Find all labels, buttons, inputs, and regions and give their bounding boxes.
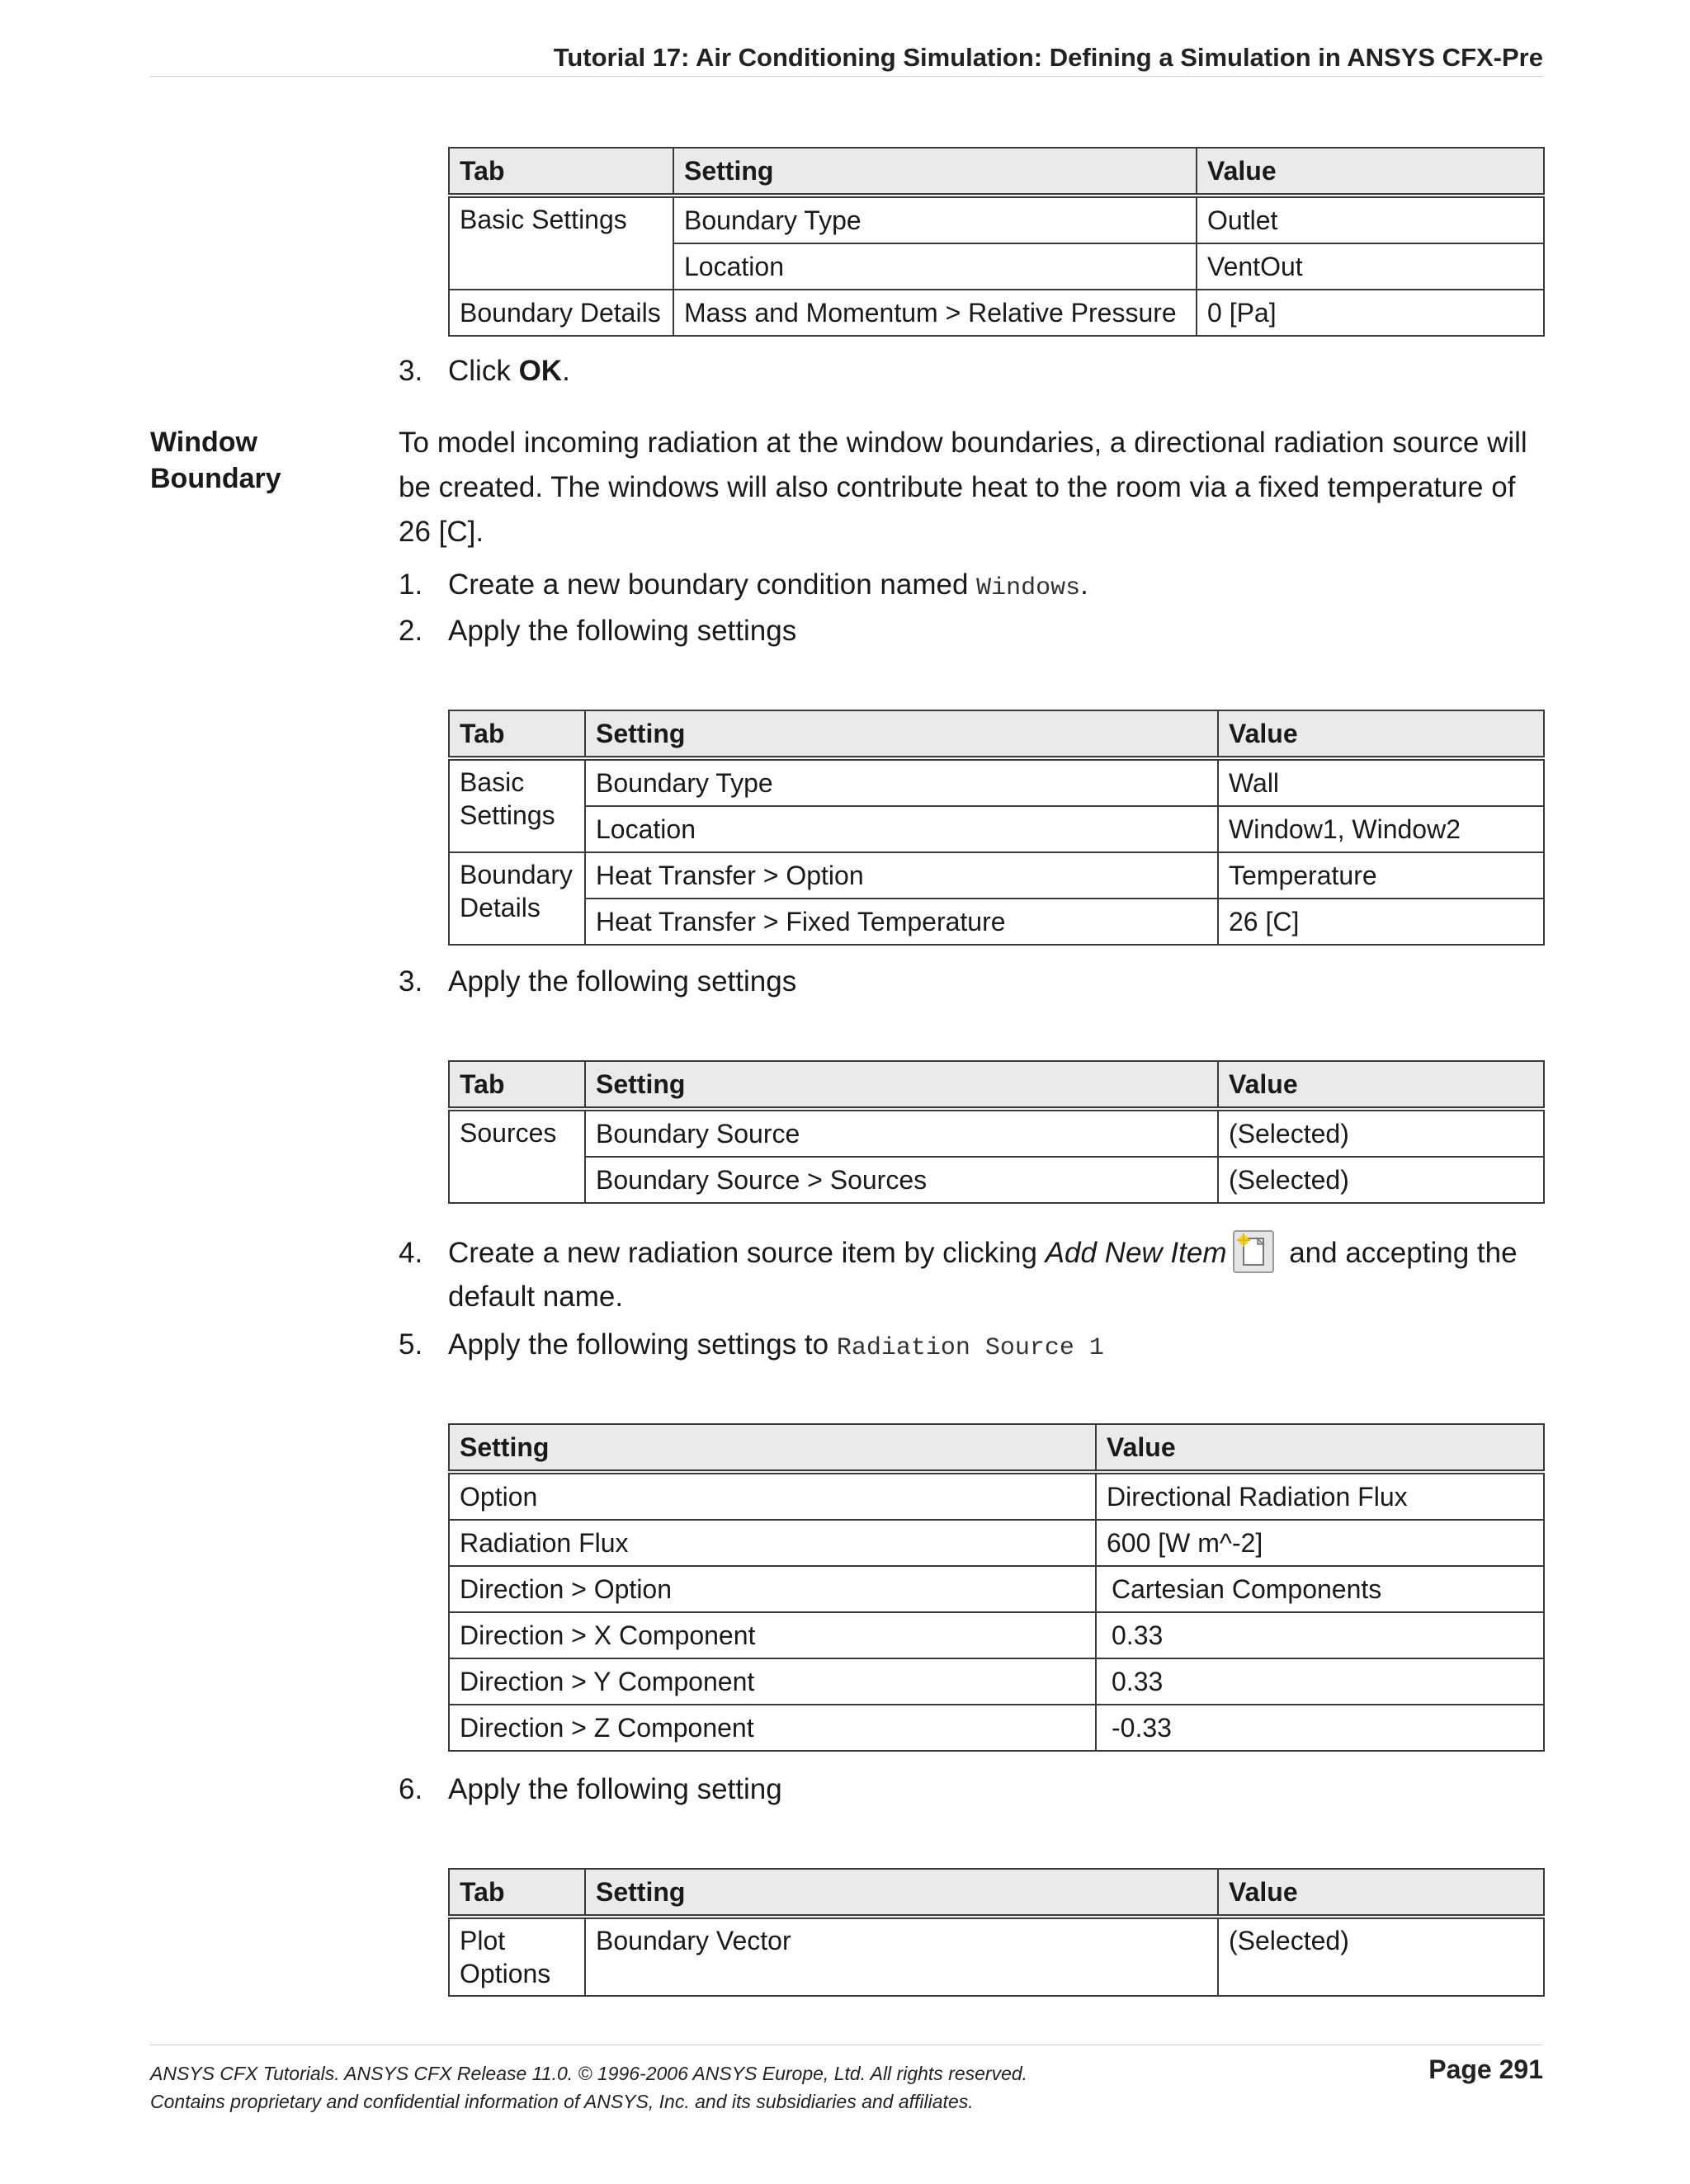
value-cell: Outlet (1197, 196, 1544, 243)
setting-cell: Radiation Flux (449, 1520, 1096, 1566)
setting-cell: Direction > X Component (449, 1612, 1096, 1658)
column-header-value: Value (1218, 710, 1544, 758)
section-intro: To model incoming radiation at the window boundaries, a directional radiation source will be created. The windows will also contribute heat to the room via a fixed temperature of 26 [C]. (399, 427, 1527, 548)
sources-settings-table (448, 1060, 1545, 1204)
setting-cell: Direction > Y Component (449, 1658, 1096, 1705)
value-cell: 26 [C] (1218, 899, 1544, 945)
setting-cell: Location (585, 806, 1218, 852)
setting-cell: Option (449, 1472, 1096, 1520)
column-header-tab: Tab (449, 1869, 585, 1917)
column-header-setting: Setting (585, 1061, 1218, 1109)
setting-cell: Boundary Source > Sources (585, 1157, 1218, 1203)
ok-label: OK (518, 355, 563, 387)
value-cell: VentOut (1197, 243, 1544, 290)
table-row (449, 1472, 1544, 1520)
column-header-tab: Tab (449, 710, 585, 758)
value-cell: (Selected) (1218, 1157, 1544, 1203)
table-row (449, 196, 1544, 243)
radiation-source-code: Radiation Source 1 (836, 1334, 1104, 1362)
tab-cell: Basic Settings (449, 196, 673, 290)
table-row (449, 1658, 1544, 1705)
tab-cell: Boundary Details (449, 852, 585, 945)
header-divider (150, 76, 1543, 77)
table-row (449, 1520, 1544, 1566)
wall-settings-table (448, 710, 1545, 946)
step-number: 1. (399, 568, 423, 601)
value-cell: Directional Radiation Flux (1096, 1472, 1544, 1520)
setting-cell: Mass and Momentum > Relative Pressure (673, 290, 1197, 336)
section-title-window-boundary: Window Boundary (150, 427, 281, 494)
setting-cell: Boundary Type (673, 196, 1197, 243)
setting-cell: Heat Transfer > Fixed Temperature (585, 899, 1218, 945)
step-number: 3. (399, 965, 423, 998)
value-cell: (Selected) (1218, 1109, 1544, 1157)
table-row (449, 806, 1544, 852)
column-header-setting: Setting (585, 710, 1218, 758)
value-cell: -0.33 (1096, 1705, 1544, 1751)
column-header-tab: Tab (449, 1061, 585, 1109)
column-header-setting: Setting (673, 148, 1197, 196)
tab-cell: Plot Options (449, 1917, 585, 1996)
table-row (449, 1917, 1544, 1996)
outlet-settings-table (448, 147, 1545, 337)
tab-cell: Sources (449, 1109, 585, 1203)
column-header-value: Value (1218, 1869, 1544, 1917)
step-number: 6. (399, 1773, 423, 1805)
column-header-value: Value (1096, 1424, 1544, 1472)
page-number: Page 291 (1428, 2054, 1543, 2084)
add-new-item-label: Add New Item (1045, 1237, 1227, 1269)
setting-cell: Location (673, 243, 1197, 290)
step-number: 2. (399, 615, 423, 647)
tab-cell: Basic Settings (449, 758, 585, 852)
setting-cell: Boundary Vector (585, 1917, 1218, 1996)
value-cell: 0.33 (1096, 1612, 1544, 1658)
add-new-item-icon[interactable] (1233, 1230, 1274, 1273)
table-row (449, 1705, 1544, 1751)
table-row (449, 290, 1544, 336)
setting-cell: Heat Transfer > Option (585, 852, 1218, 899)
tab-cell: Boundary Details (449, 290, 673, 336)
column-header-setting: Setting (449, 1424, 1096, 1472)
step-number: 4. (399, 1237, 423, 1269)
value-cell: Cartesian Components (1096, 1566, 1544, 1612)
setting-cell: Direction > Z Component (449, 1705, 1096, 1751)
table-row (449, 1157, 1544, 1203)
table-row (449, 852, 1544, 899)
column-header-setting: Setting (585, 1869, 1218, 1917)
value-cell: Window1, Window2 (1218, 806, 1544, 852)
radiation-source-table (448, 1423, 1545, 1752)
table-row (449, 758, 1544, 806)
value-cell: (Selected) (1218, 1917, 1544, 1996)
setting-cell: Boundary Type (585, 758, 1218, 806)
value-cell: 600 [W m^-2] (1096, 1520, 1544, 1566)
table-row (449, 1612, 1544, 1658)
setting-cell: Boundary Source (585, 1109, 1218, 1157)
boundary-name-code: Windows (976, 574, 1081, 602)
value-cell: Wall (1218, 758, 1544, 806)
column-header-tab: Tab (449, 148, 673, 196)
column-header-value: Value (1218, 1061, 1544, 1109)
footer-copyright: ANSYS CFX Tutorials. ANSYS CFX Release 11.0. © 1996-2006 ANSYS Europe, Ltd. All rights reserved. Contains proprietary and confidential information of ANSYS, Inc. and its subsidiaries and affiliates. (150, 2063, 1028, 2112)
page-header: Tutorial 17: Air Conditioning Simulation: Defining a Simulation in ANSYS CFX-Pre (553, 43, 1543, 72)
table-row (449, 1566, 1544, 1612)
table-row (449, 1109, 1544, 1157)
table-row (449, 899, 1544, 945)
setting-cell: Direction > Option (449, 1566, 1096, 1612)
value-cell: Temperature (1218, 852, 1544, 899)
column-header-value: Value (1197, 148, 1544, 196)
step-text: Click (448, 355, 519, 387)
step-number: 5. (399, 1328, 423, 1361)
value-cell: 0.33 (1096, 1658, 1544, 1705)
step-number: 3. (399, 355, 423, 387)
value-cell: 0 [Pa] (1197, 290, 1544, 336)
plot-options-table (448, 1868, 1545, 1997)
